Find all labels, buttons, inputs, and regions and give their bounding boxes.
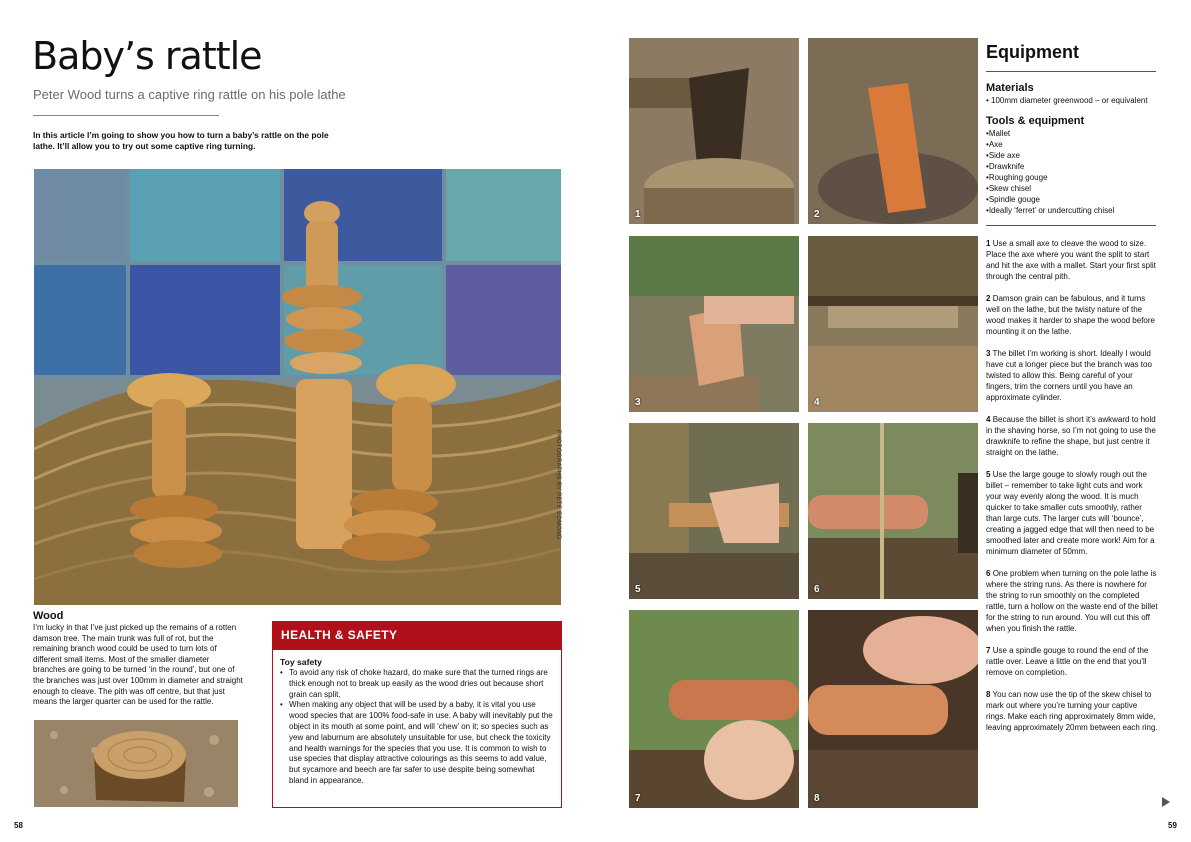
photo-number: 6 (814, 584, 820, 595)
hero-photo-rattles (34, 169, 561, 605)
photo-number: 3 (635, 397, 641, 408)
step-photo-6 (808, 423, 978, 599)
step-number: 5 (986, 470, 991, 479)
step-paragraph (986, 469, 1158, 557)
photo-number: 4 (814, 397, 820, 408)
page-number-right: 59 (1168, 821, 1177, 830)
list-item: • When making any object that will be used by a baby, it is vital you use wood species that are 100% food-safe in use. A baby will inevitably put the object in its mouth at some point, and will ‘chew’ on it; so species such as yew and laburnum are absolutely unsuitable for use, but check the toxicity and health warnings for the species that you use. It is common to wish to use species that display attractive colourings as this seems to add value, but sycamore and beech are far safer to use despite being somewhat bland in appearance. (280, 700, 555, 786)
photo-number: 7 (635, 793, 641, 804)
step-paragraph (986, 414, 1158, 458)
wood-body: I’m lucky in that I’ve just picked up the remains of a rotten damson tree. The main trunk was full of rot, but the remaining branch wood could be used to turn lots of different small items. Most of the smaller diameter branches are going to be turned ‘in the round’, but one of the branches was just over 100mm in diameter and straight enough to cleave. The pith was off centre, but that just means the larger quarter can be used for the rattle. (33, 623, 243, 707)
step-photo-1 (629, 38, 799, 224)
list-item: • Spindle gouge (986, 194, 1114, 205)
list-item: • Roughing gouge (986, 172, 1114, 183)
photo-number: 8 (814, 793, 820, 804)
photo-tree-stump (34, 720, 238, 807)
step-paragraph (986, 348, 1158, 403)
list-item: • Ideally ‘ferret’ or undercutting chisel (986, 205, 1114, 216)
article-title: Baby’s rattle (32, 34, 262, 78)
step-text: Use a small axe to cleave the wood to size. Place the axe where you want the split to start and hit the axe with a mallet. Start your first split through the central pith. (986, 239, 1156, 281)
step-text: Damson grain can be fabulous, and it turns well on the lathe, but the twisty nature of the wood makes it harder to shape the wood before mounting it on the lathe. (986, 294, 1155, 336)
step-photo-7 (629, 610, 799, 808)
page-number-left: 58 (14, 821, 23, 830)
step-text: You can now use the tip of the skew chisel to mark out where you’re turning your captive rings. Make each ring approximately 8mm wide, leaving approximately 20mm between each ring. (986, 690, 1158, 732)
step-paragraph (986, 689, 1158, 733)
photo-credit: PHOTOGRAPHS BY PETE EDMOND (555, 430, 561, 540)
step-paragraph (986, 645, 1158, 678)
step-number: 8 (986, 690, 991, 699)
wood-heading: Wood (33, 610, 64, 622)
step-photo-4 (808, 236, 978, 412)
step-photo-5 (629, 423, 799, 599)
toy-safety-subheading: Toy safety (280, 657, 322, 667)
step-number: 6 (986, 569, 991, 578)
step-paragraph (986, 568, 1158, 634)
step-number: 4 (986, 415, 991, 424)
health-safety-box (272, 621, 562, 808)
health-safety-list (280, 668, 555, 787)
materials-item: • 100mm diameter greenwood – or equivalent (986, 96, 1148, 105)
next-page-arrow-icon[interactable] (1162, 797, 1170, 807)
list-item: • Side axe (986, 150, 1114, 161)
standfirst: Peter Wood turns a captive ring rattle on his pole lathe (33, 87, 346, 102)
step-photo-3 (629, 236, 799, 412)
list-item: • Drawknife (986, 161, 1114, 172)
list-item: • Skew chisel (986, 183, 1114, 194)
photo-number: 5 (635, 584, 641, 595)
list-item: • Mallet (986, 128, 1114, 139)
list-item: • To avoid any risk of choke hazard, do make sure that the turned rings are thick enough not to break up easily as the wood dries out because short grain can split. (280, 668, 555, 700)
divider (986, 71, 1156, 72)
health-safety-title: HEALTH & SAFETY (273, 622, 561, 650)
step-text: One problem when turning on the pole lathe is where the string runs. As there is nowhere for the string to run smoothly on the completed rattle, turn a hollow on the waste end of the billet for the string to run around. You will cut this off when you finish the rattle. (986, 569, 1158, 633)
list-item: • Axe (986, 139, 1114, 150)
step-photo-8 (808, 610, 978, 808)
step-text: The billet I’m working is short. Ideally I would have cut a longer piece but the branch was too twisted to allow this. Being careful of your fingers, trim the corners until you have an approximate cylinder. (986, 349, 1152, 402)
step-photo-2 (808, 38, 978, 224)
step-number: 2 (986, 294, 991, 303)
step-paragraph (986, 238, 1158, 282)
intro-paragraph: In this article I’m going to show you how to turn a baby’s rattle on the pole lathe. It’ll allow you to try out some captive ring turning. (33, 130, 329, 151)
equipment-title: Equipment (986, 42, 1079, 62)
step-text: Use the large gouge to slowly rough out the billet – remember to take light cuts and work your way evenly along the wood. It is much quicker to take smaller cuts smoothly, rather than large cuts. The larger cuts will ‘bounce’, creating a jagged edge that will then need to be smoothed later and create more work! Aim for a minimum diameter of 50mm. (986, 470, 1155, 556)
step-number: 7 (986, 646, 991, 655)
step-text: Because the billet is short it’s awkward to hold in the shaving horse, so I’m not going to use the drawknife to refine the shape, but just centre it straight on the lathe. (986, 415, 1156, 457)
materials-heading: Materials (986, 82, 1034, 94)
step-number: 1 (986, 239, 991, 248)
step-number: 3 (986, 349, 991, 358)
photo-number: 1 (635, 209, 641, 220)
steps-column (986, 238, 1158, 744)
tools-list (986, 128, 1114, 216)
photo-number: 2 (814, 209, 820, 220)
step-paragraph (986, 293, 1158, 337)
tools-heading: Tools & equipment (986, 115, 1085, 127)
divider (33, 115, 219, 116)
step-text: Use a spindle gouge to round the end of the rattle over. Leave a little on the end that you’ll remove on completion. (986, 646, 1149, 677)
divider (986, 225, 1156, 226)
